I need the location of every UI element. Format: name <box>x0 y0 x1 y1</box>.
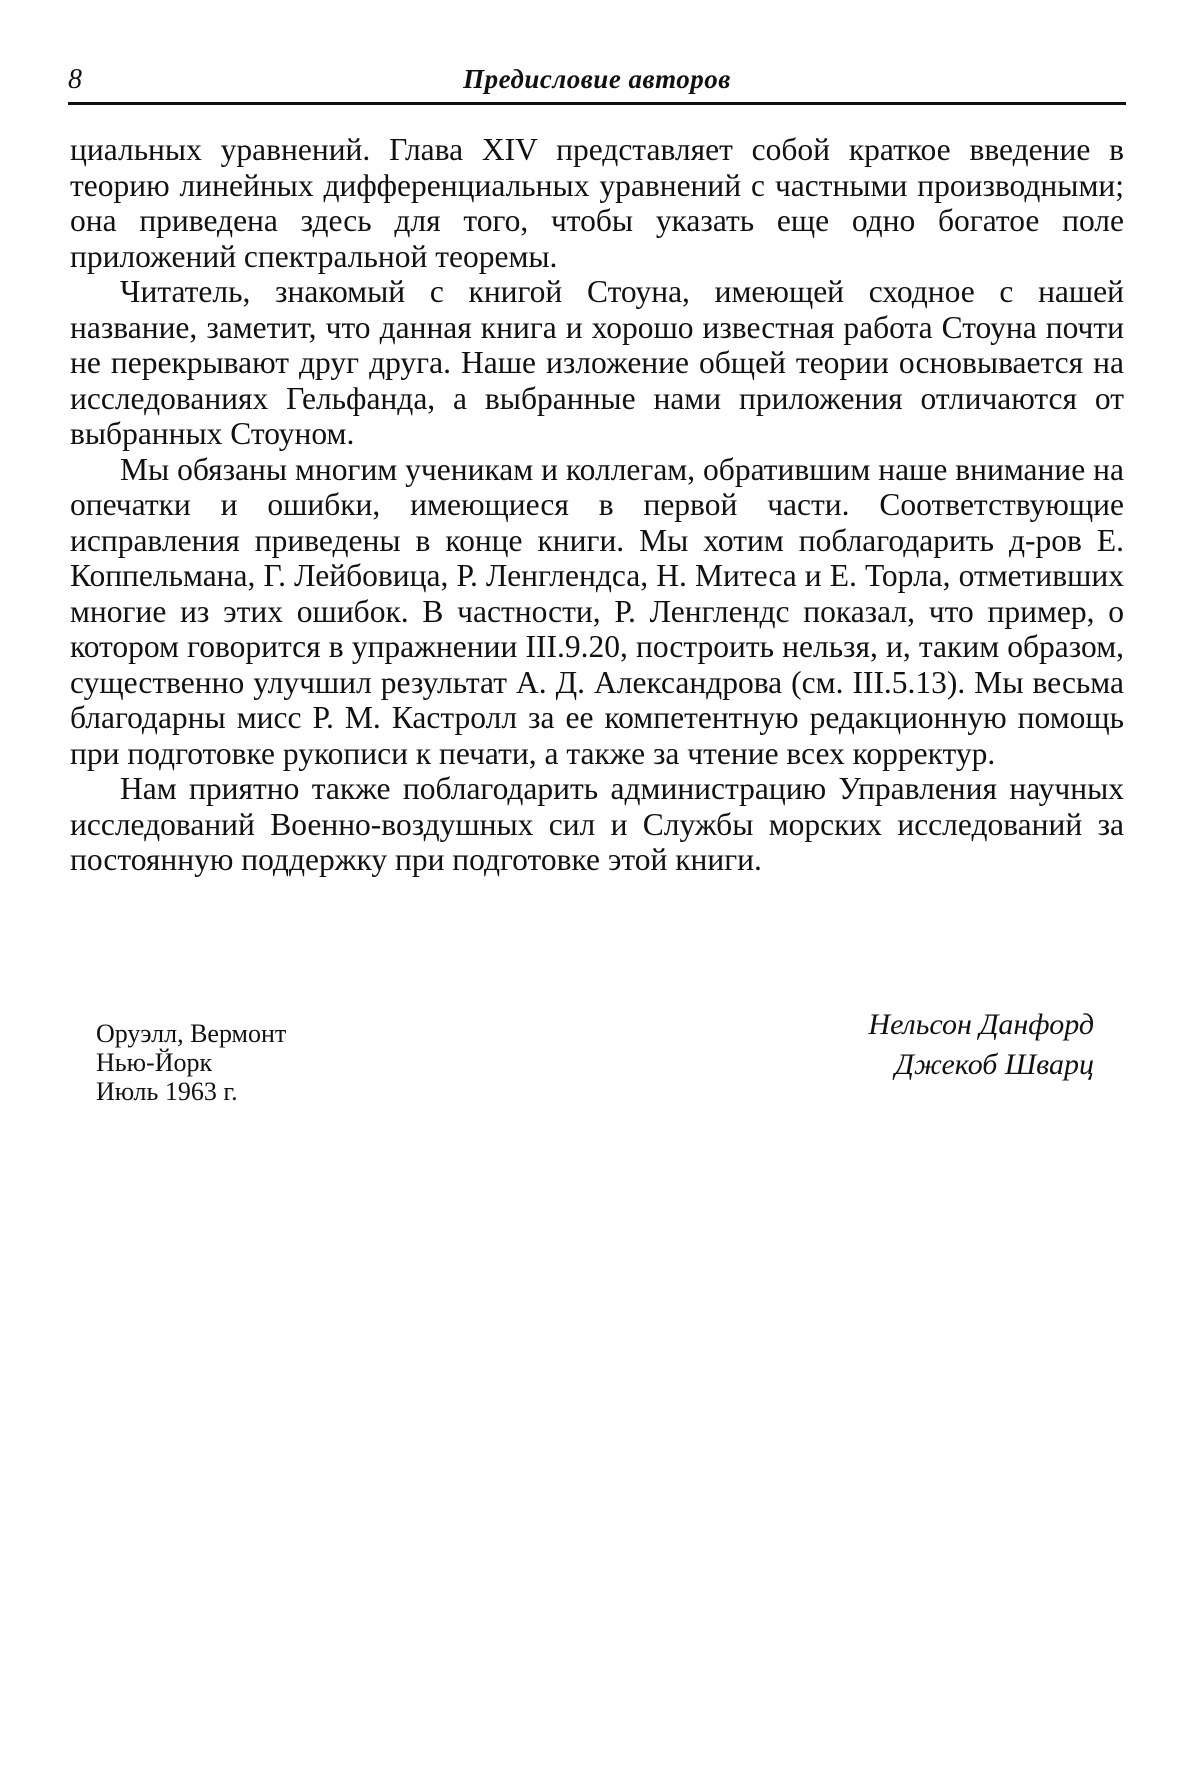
place-line-city: Оруэлл, Вермонт <box>96 1019 287 1048</box>
paragraph-continuation: циальных уравнений. Глава XIV представляет собой краткое введение в теорию линейных дифференциальных уравнений с частными производными; она приведена здесь для того, чтобы указать еще одно богатое поле приложений спектральной теоремы. <box>70 132 1124 274</box>
running-title: Предисловие авторов <box>463 64 731 94</box>
page-header <box>68 62 1126 105</box>
paragraph-acknowledgements: Мы обязаны многим ученикам и коллегам, обратившим наше внимание на опечатки и ошибки, имеющиеся в первой части. Соответствующие исправления приведены в конце книги. Мы хотим поблагодарить д-ров Е. Коппельмана, Г. Лейбовица, Р. Ленглендса, Н. Митеса и Е. Торла, отметивших многие из этих ошибок. В частности, Р. Ленглендс показал, что пример, о котором говорится в упражнении III.9.20, построить нельзя, и, таким образом, существенно улучшил результат А. Д. Александрова (см. III.5.13). Мы весьма благодарны мисс Р. М. Кастролл за ее компетентную редакционную помощь при подготовке рукописи к печати, а также за чтение всех корректур. <box>70 451 1124 771</box>
place-line-state: Нью-Йорк <box>96 1048 213 1077</box>
paragraph-funding: Нам приятно также поблагодарить администрацию Управления научных исследований Военно-воздушных сил и Службы морских исследований за постоянную поддержку при подготовке этой книги. <box>70 771 1124 877</box>
author-name-1: Нельсон Данфорд <box>868 1008 1094 1041</box>
page-number: 8 <box>68 64 82 95</box>
signoff <box>70 1005 1124 1115</box>
place-date-block <box>96 1019 286 1106</box>
date-line: Июль 1963 г. <box>96 1077 238 1106</box>
body-text <box>70 132 1124 878</box>
authors-block <box>868 1005 1094 1085</box>
paragraph-stone-book: Читатель, знакомый с книгой Стоуна, имеющей сходное с нашей название, заметит, что данная книга и хорошо известная работа Стоуна почти не перекрывают друг друга. Наше изложение общей теории основывается на исследованиях Гельфанда, а выбранные нами приложения отличаются от выбранных Стоуном. <box>70 274 1124 451</box>
author-name-2: Джекоб Шварц <box>894 1048 1094 1081</box>
